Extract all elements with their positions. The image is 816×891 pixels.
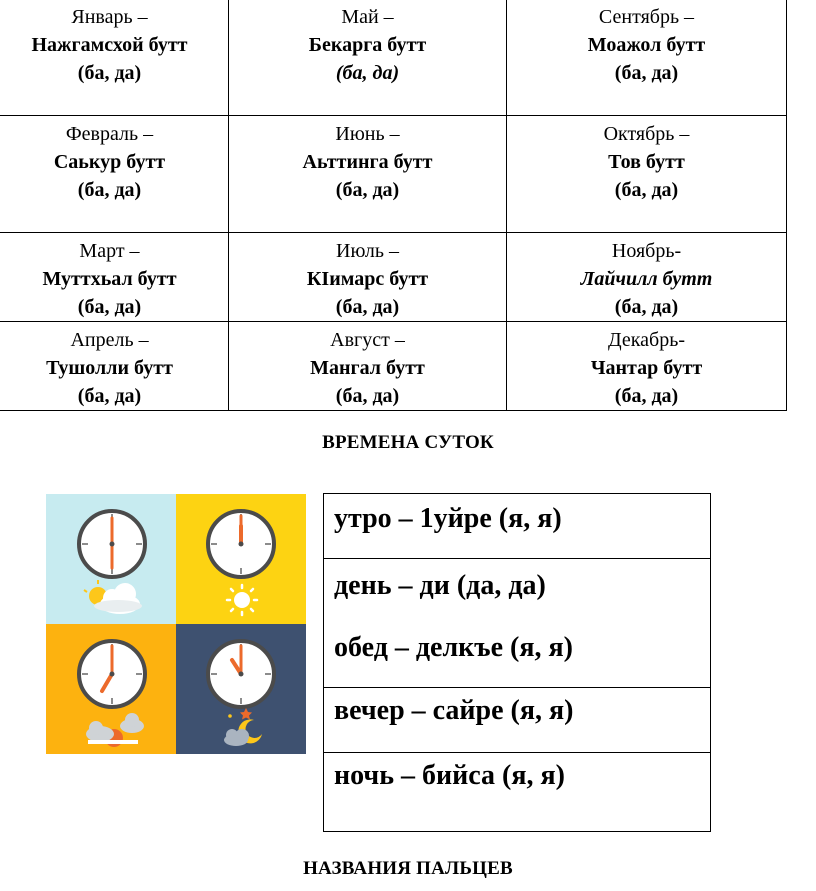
time-cell (324, 559, 711, 688)
months-row (0, 0, 787, 116)
times-of-day-table (323, 493, 711, 832)
time-lunch: обед – делкъе (я, я) (334, 632, 573, 663)
month-name: Июнь – (335, 123, 400, 145)
month-chechen-name: Муттхьал бутт (42, 268, 177, 290)
month-name: Февраль – (65, 123, 154, 145)
month-grammatical-class: (ба, да) (614, 179, 679, 201)
clocks-picture (46, 494, 306, 754)
month-chechen-name: Аьттинга бутт (302, 151, 433, 173)
month-chechen-name: КIимарс бутт (306, 268, 429, 290)
month-chechen-name: Тушолли бутт (46, 357, 173, 379)
month-name: Сентябрь – (598, 6, 695, 28)
month-cell (229, 0, 507, 116)
month-grammatical-class: (ба, да) (77, 296, 142, 318)
month-cell (229, 116, 507, 233)
times-of-day-heading: ВРЕМЕНА СУТОК (322, 432, 494, 453)
time-night: ночь – бийса (я, я) (334, 760, 565, 791)
month-name: Август – (330, 329, 405, 351)
time-day: день – ди (да, да) (334, 570, 546, 601)
month-grammatical-class: (ба, да) (335, 385, 400, 407)
month-chechen-name: Бекарга бутт (308, 34, 427, 56)
month-cell (0, 233, 229, 322)
month-cell (229, 233, 507, 322)
month-chechen-name: Моажол бутт (587, 34, 706, 56)
month-cell (0, 116, 229, 233)
month-name: Ноябрь- (611, 240, 682, 262)
time-evening: вечер – сайре (я, я) (334, 695, 574, 726)
month-grammatical-class: (ба, да) (77, 179, 142, 201)
month-name: Октябрь – (603, 123, 690, 145)
morning-clock-icon (46, 494, 176, 624)
month-chechen-name: Лайчилл бутт (580, 268, 713, 290)
month-cell (507, 0, 787, 116)
month-cell (507, 322, 787, 411)
month-cell (0, 0, 229, 116)
finger-names-heading: НАЗВАНИЯ ПАЛЬЦЕВ (303, 858, 513, 879)
noon-clock-icon (176, 494, 306, 624)
months-row (0, 116, 787, 233)
month-cell (229, 322, 507, 411)
months-row (0, 233, 787, 322)
month-grammatical-class: (ба, да) (77, 385, 142, 407)
night-clock-icon (176, 624, 306, 754)
months-row (0, 322, 787, 411)
time-morning: утро – 1уйре (я, я) (334, 503, 562, 534)
time-cell (324, 494, 711, 559)
table-row (324, 688, 711, 753)
month-cell (0, 322, 229, 411)
month-name: Май – (341, 6, 394, 28)
month-grammatical-class: (ба, да) (335, 62, 400, 84)
month-name: Апрель – (70, 329, 149, 351)
month-grammatical-class: (ба, да) (614, 296, 679, 318)
month-grammatical-class: (ба, да) (614, 62, 679, 84)
month-grammatical-class: (ба, да) (335, 296, 400, 318)
month-chechen-name: Чантар бутт (590, 357, 703, 379)
month-name: Март – (79, 240, 140, 262)
table-row (324, 559, 711, 688)
evening-clock-icon (46, 624, 176, 754)
month-grammatical-class: (ба, да) (335, 179, 400, 201)
month-cell (507, 116, 787, 233)
month-grammatical-class: (ба, да) (614, 385, 679, 407)
month-chechen-name: Тов бутт (608, 151, 685, 173)
time-cell (324, 688, 711, 753)
time-cell (324, 753, 711, 832)
month-chechen-name: Саькур бутт (53, 151, 166, 173)
table-row (324, 753, 711, 832)
month-cell (507, 233, 787, 322)
month-chechen-name: Мангал бутт (310, 357, 425, 379)
month-name: Январь – (71, 6, 148, 28)
month-name: Июль – (336, 240, 399, 262)
months-table (0, 0, 787, 411)
month-name: Декабрь- (607, 329, 685, 351)
month-grammatical-class: (ба, да) (77, 62, 142, 84)
month-chechen-name: Нажгамсхой бутт (31, 34, 188, 56)
table-row (324, 494, 711, 559)
